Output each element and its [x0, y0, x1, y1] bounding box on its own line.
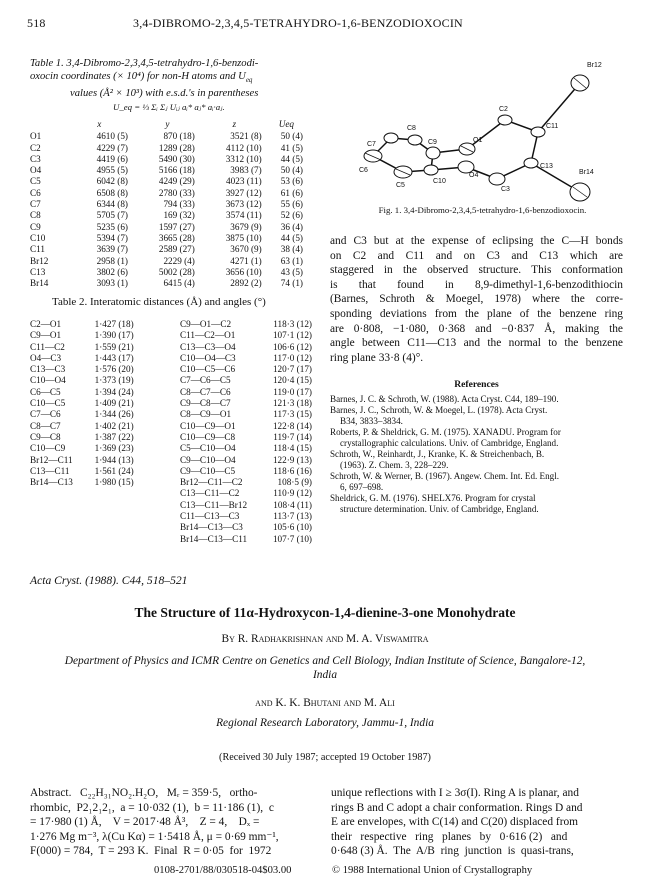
distance-row: [30, 409, 170, 420]
body-text-line: angle between C11—C13 and the normal to the benzene: [330, 337, 623, 350]
table1-cell: 3802 (6): [96, 266, 128, 277]
atom-name: C7: [30, 199, 41, 210]
distance-row: [30, 477, 170, 488]
atom-label-c3: C3: [501, 186, 510, 193]
angle-row: [180, 477, 312, 488]
angle-label: C9—O1—C2: [180, 319, 232, 329]
bond-label: C9—C8: [30, 431, 61, 442]
angle-label: Br14—C13—C11: [180, 533, 248, 544]
table1-cell: 41 (5): [280, 142, 303, 153]
reference-line: Schroth, W., Reinhardt, J., Kranke, K. & Streichenbach, B.: [330, 449, 545, 459]
table1-cell: 3093 (1): [96, 278, 128, 289]
table1-cell: 63 (1): [280, 255, 303, 266]
affiliation-1: Department of Physics and ICMR Centre on Genetics and Cell Biology, Indian Institute of Science, Bangalore-12, India: [64, 655, 586, 681]
atom-name: C11: [30, 244, 45, 255]
table1-cell: 50 (4): [280, 131, 303, 142]
authors-2: and K. K. Bhutani and M. Ali: [255, 697, 395, 709]
angle-row: [180, 398, 312, 409]
table1-row: [30, 165, 305, 176]
table1-cell: 4419 (6): [96, 153, 128, 164]
angle-row: [180, 511, 312, 522]
distance-row: [30, 342, 170, 353]
atom-name: C6: [30, 187, 41, 198]
angle-value: 118·6 (16): [273, 465, 312, 476]
atom-name: O1: [30, 131, 42, 142]
table1-cell: 52 (6): [280, 210, 303, 221]
table1-cell: 3679 (9): [230, 221, 262, 232]
angle-value: 107·1 (12): [272, 330, 312, 341]
table1-row: [30, 278, 305, 289]
distance-row: [30, 421, 170, 432]
angle-row: [180, 534, 312, 545]
table1-cell: 3639 (7): [96, 244, 128, 255]
table1-cell: 794 (33): [163, 199, 195, 210]
table1-cell: 4249 (29): [158, 176, 195, 187]
table1-cell: 3670 (9): [230, 244, 262, 255]
table1-cell: 43 (5): [280, 266, 303, 277]
table1-cell: 3574 (11): [226, 210, 262, 221]
angle-row: [180, 330, 312, 341]
atom-label-c10: C10: [433, 178, 446, 185]
atom-label-c8: C8: [407, 125, 416, 132]
angle-row: [180, 409, 312, 420]
abstract-line: 0·648 (3) Å. The A/B ring junction is quasi-trans,: [331, 845, 574, 858]
distance-row: [30, 432, 170, 443]
angle-value: 108·4 (11): [273, 499, 312, 510]
atom-name: C9: [30, 221, 41, 232]
angle-label: C9—C8—C7: [180, 398, 231, 409]
angle-label: C10—C5—C6: [180, 364, 236, 375]
atom-name: Br14: [30, 278, 49, 289]
angle-value: 120·4 (15): [272, 375, 312, 386]
bond-label: C9—O1: [30, 330, 62, 341]
table1-row: [30, 199, 305, 210]
footer-copyright: © 1988 International Union of Crystallography: [332, 865, 533, 876]
angle-value: 117·0 (12): [273, 352, 312, 363]
table1-cell: 44 (5): [280, 232, 303, 243]
bond-label: Br12—C11: [30, 454, 73, 465]
distance-row: [30, 364, 170, 375]
abstract-line: F(000) = 784, T = 293 K. Final R = 0·05 for 1972: [30, 845, 272, 858]
table1-cell: 53 (6): [280, 176, 303, 187]
atom-label-c7: C7: [367, 141, 376, 148]
table1-cell: 2892 (2): [230, 278, 262, 289]
bond-label: C7—C6: [30, 409, 61, 420]
table1-row: [30, 188, 305, 199]
table2-caption: Table 2. Interatomic distances (Å) and angles (°): [52, 296, 266, 308]
table1-cell: 2229 (4): [163, 255, 195, 266]
distance-row: [30, 398, 170, 409]
atom-name: C13: [30, 266, 46, 277]
right-body-text: [330, 234, 623, 365]
reference-line: Roberts, P. & Sheldrick, G. M. (1975). XANADU. Program for: [330, 427, 561, 437]
reference-line: structure determination. Univ. of Cambridge, England.: [340, 504, 539, 514]
table1-column-header: y: [165, 119, 170, 129]
angle-label: Br12—C11—C2: [180, 477, 243, 488]
abstract-line: unique reflections with I ≥ 3σ(I). Ring A is planar, and: [331, 787, 579, 799]
atom-label-c5: C5: [396, 182, 405, 189]
atom-label-o4: O4: [469, 172, 479, 179]
bond-distance: 1·409 (21): [94, 398, 134, 409]
table1-cell: 4112 (10): [226, 142, 262, 153]
table1-cell: 3312 (10): [225, 153, 262, 164]
reference-item: [330, 427, 623, 449]
atom-label-c11: C11: [546, 123, 559, 130]
angle-row: [180, 319, 312, 330]
abstract-line: = 17·980 (1) Å, V = 2017·48 Å³, Z = 4, Dₓ =: [30, 816, 260, 829]
table1-cell: 870 (18): [163, 131, 195, 142]
table1-row: [30, 256, 305, 267]
bond-distance: 1·576 (20): [94, 364, 134, 375]
angle-value: 119·0 (17): [273, 386, 312, 397]
table1-cell: 61 (6): [280, 187, 303, 198]
angle-value: 107·7 (10): [272, 533, 312, 544]
table1-row: [30, 143, 305, 154]
reference-line: Barnes, J. C. & Schroth, W. (1988). Acta Cryst. C44, 189–190.: [330, 394, 559, 404]
reference-item: [330, 471, 623, 493]
atom-label-c6: C6: [359, 167, 368, 174]
body-text-line: on C2 and C11 and on C3 and C13 which are: [330, 249, 623, 262]
reference-line: Barnes, J. C., Schroth, W. & Moegel, L. (1978). Acta Cryst.: [330, 405, 548, 415]
table1-row: [30, 176, 305, 187]
running-title: 3,4-DIBROMO-2,3,4,5-TETRAHYDRO-1,6-BENZODIOXOCIN: [133, 16, 463, 30]
table1-cell: 3673 (12): [225, 199, 262, 210]
table1-cell: 2958 (1): [96, 255, 128, 266]
angle-label: C13—C3—O4: [180, 341, 236, 352]
abstract-line: rings B and C adopt a chair conformation. Rings D and: [331, 801, 583, 814]
abstract-line: their respective ring planes by 0·616 (2) and: [331, 830, 568, 843]
table1-column-header: x: [97, 119, 102, 129]
angle-value: 108·5 (9): [277, 477, 312, 488]
table1-cell: 5705 (7): [96, 210, 128, 221]
table1-row: [30, 222, 305, 233]
reference-item: [330, 394, 623, 405]
angle-row: [180, 522, 312, 533]
angle-label: C13—C11—Br12: [180, 499, 248, 510]
authors-1: By R. Radhakrishnan and M. A. Viswamitra: [221, 633, 429, 645]
table1-cell: 169 (32): [163, 210, 195, 221]
atom-label-o1: O1: [473, 137, 483, 144]
abstract-right: [331, 786, 624, 859]
references-heading: References: [454, 379, 499, 390]
distance-row: [30, 319, 170, 330]
angle-label: Br14—C13—C3: [180, 522, 243, 533]
angle-row: [180, 432, 312, 443]
angle-label: C7—C6—C5: [180, 375, 231, 386]
table1-cell: 5002 (28): [158, 266, 195, 277]
bond-label: Br14—C13: [30, 477, 73, 488]
table1-cell: 1289 (28): [158, 142, 195, 153]
bond-distance: 1·443 (17): [94, 352, 134, 363]
reference-line: Sheldrick, G. M. (1976). SHELX76. Program for crystal: [330, 493, 536, 503]
table1-cell: 5166 (18): [158, 165, 195, 176]
table1-cell: 4955 (5): [96, 165, 128, 176]
angle-value: 105·6 (10): [272, 522, 312, 533]
distance-row: [30, 387, 170, 398]
table1-row: [30, 244, 305, 255]
table1-cell: 3983 (7): [230, 165, 262, 176]
bond-distance: 1·944 (13): [94, 454, 134, 465]
references-list: [330, 394, 623, 515]
angle-value: 110·9 (12): [273, 488, 312, 499]
angle-value: 120·7 (17): [272, 364, 312, 375]
angle-label: C10—O4—C3: [180, 352, 236, 363]
reference-line: Schroth, W. & Werner, B. (1967). Angew. Chem. Int. Ed. Engl.: [330, 471, 559, 481]
table1-row: [30, 210, 305, 221]
angle-value: 118·3 (12): [273, 319, 312, 329]
bond-distance: 1·390 (17): [94, 330, 134, 341]
body-text-line: staggered in the observed structure. This conformation: [330, 264, 623, 277]
table1-caption: Table 1. 3,4-Dibromo-2,3,4,5-tetrahydro-1,6-benzodi- oxocin coordinates (× 10⁴) for non-H atoms and $U_{eq}$ values (Å² × 10³) with e.s.d.'s in parentheses: [30, 58, 259, 100]
table1-column-header: Ueq: [278, 119, 294, 129]
table1-header-row: [30, 119, 305, 131]
angle-row: [180, 342, 312, 353]
table1-cell: 3665 (28): [158, 232, 195, 243]
footer-code: 0108-2701/88/030518-04$03.00: [154, 865, 292, 876]
angle-row: [180, 387, 312, 398]
atom-name: C5: [30, 176, 41, 187]
angle-label: C13—C11—C2: [180, 488, 240, 499]
table1-cell: 1597 (27): [158, 221, 195, 232]
atom-label-c2: C2: [499, 106, 508, 113]
angle-value: 113·7 (13): [273, 511, 312, 522]
body-text-line: are 0·808, −1·080, 0·368 and −0·837 Å, making the: [330, 322, 623, 335]
angle-value: 106·6 (12): [272, 341, 312, 352]
table1-column-header: [30, 119, 65, 131]
atom-name: C10: [30, 232, 46, 243]
table1-cell: 5235 (6): [96, 221, 128, 232]
body-text-line: sponding deviations from the plane of the benzene ring: [330, 307, 623, 320]
bond-label: C13—C11: [30, 465, 70, 476]
atom-label-br14: Br14: [579, 169, 594, 176]
bond-label: C6—C5: [30, 386, 61, 397]
reference-line: 6, 697–698.: [340, 482, 384, 492]
bond-label: C2—O1: [30, 319, 62, 329]
atom-name: O4: [30, 165, 42, 176]
bond-distance: 1·559 (21): [94, 341, 134, 352]
table1-cell: 5394 (7): [96, 232, 128, 243]
bond-label: C10—C5: [30, 398, 66, 409]
atom-name: C3: [30, 153, 41, 164]
bond-label: C10—C9: [30, 443, 66, 454]
table1-row: [30, 267, 305, 278]
table1-cell: 74 (1): [280, 278, 303, 289]
angle-row: [180, 443, 312, 454]
table1-row: [30, 131, 305, 142]
body-text-line: is that found in 8,9-dimethyl-1,6-benzodithiocin: [330, 278, 623, 291]
angle-label: C8—C7—C6: [180, 386, 231, 397]
table2-angles: [180, 319, 312, 545]
angle-row: [180, 455, 312, 466]
bond-distance: 1·387 (22): [94, 431, 134, 442]
bond-distance: 1·561 (24): [94, 465, 134, 476]
molecule-figure: [333, 50, 623, 210]
reference-item: [330, 449, 623, 471]
angle-row: [180, 500, 312, 511]
table1-cell: 4610 (5): [96, 131, 128, 142]
table1-cell: 38 (4): [280, 244, 303, 255]
angle-label: C11—C13—C3: [180, 511, 240, 522]
abstract-line: rhombic, P2₁2₁2₁, a = 10·032 (1), b = 11·186 (1), c: [30, 801, 274, 814]
angle-row: [180, 421, 312, 432]
table1-cell: 4271 (1): [230, 255, 262, 266]
table1-cell: 44 (5): [280, 153, 303, 164]
bond-label: C10—O4: [30, 375, 66, 386]
body-text-line: (Barnes, Schroth & Moegel, 1978) where the corre-: [330, 293, 623, 306]
abstract-line: 1·276 Mg m⁻³, λ(Cu Kα) = 1·5418 Å, μ = 0·69 mm⁻¹,: [30, 830, 279, 843]
table1-cell: 4023 (11): [226, 176, 262, 187]
table1-cell: 6508 (8): [96, 187, 128, 198]
bond-label: C8—C7: [30, 420, 61, 431]
angle-label: C5—C10—O4: [180, 443, 236, 454]
distance-row: [30, 455, 170, 466]
distance-row: [30, 375, 170, 386]
angle-row: [180, 353, 312, 364]
angle-row: [180, 364, 312, 375]
body-text-line: ring plane 33·8 (4)°.: [330, 351, 424, 364]
angle-label: C11—C2—O1: [180, 330, 236, 341]
table2-distances: [30, 319, 170, 488]
reference-line: B34, 3833–3834.: [340, 416, 403, 426]
bond-distance: 1·980 (15): [94, 477, 134, 488]
table1: [30, 119, 305, 289]
table1-cell: 36 (4): [280, 221, 303, 232]
reference-item: [330, 405, 623, 427]
angle-label: C9—C10—C5: [180, 465, 236, 476]
table1-cell: 55 (6): [280, 199, 303, 210]
page-number: 518: [27, 16, 46, 30]
figure-caption: Fig. 1. 3,4-Dibromo-2,3,4,5-tetrahydro-1,6-benzodioxocin.: [378, 205, 587, 215]
atom-name: C2: [30, 142, 41, 153]
bond-label: C11—C2: [30, 341, 65, 352]
reference-line: (1963). Z. Chem. 3, 228–229.: [340, 460, 449, 470]
angle-value: 122·9 (13): [272, 454, 312, 465]
bond-distance: 1·344 (26): [94, 409, 134, 420]
bond-distance: 1·427 (18): [94, 319, 134, 329]
table1-cell: 3656 (10): [225, 266, 262, 277]
bond-distance: 1·402 (21): [94, 420, 134, 431]
angle-label: C9—C10—O4: [180, 454, 236, 465]
table1-cell: 3927 (12): [225, 187, 262, 198]
angle-value: 118·4 (15): [273, 443, 312, 454]
atom-name: Br12: [30, 255, 49, 266]
body-text-line: and C3 but at the expense of eclipsing the C—H bonds: [330, 235, 623, 247]
abstract-left: [30, 786, 320, 859]
table1-cell: 6042 (8): [96, 176, 128, 187]
received-dates: (Received 30 July 1987; accepted 19 October 1987): [219, 752, 431, 763]
angle-value: 117·3 (15): [273, 409, 312, 420]
bond-distance: 1·394 (24): [94, 386, 134, 397]
distance-row: [30, 330, 170, 341]
table1-cell: 6344 (8): [96, 199, 128, 210]
angle-row: [180, 375, 312, 386]
angle-value: 119·7 (14): [273, 431, 312, 442]
table1-row: [30, 233, 305, 244]
atom-label-c9: C9: [428, 139, 437, 146]
reference-line: crystallographic calculations. Univ. of Cambridge, England.: [340, 438, 559, 448]
table1-cell: 3875 (10): [225, 232, 262, 243]
table1-cell: 2780 (33): [158, 187, 195, 198]
article-citation: Acta Cryst. (1988). C44, 518–521: [30, 574, 188, 587]
angle-label: C10—C9—O1: [180, 420, 236, 431]
angle-label: C8—C9—O1: [180, 409, 232, 420]
bond-label: C13—C3: [30, 364, 66, 375]
angle-value: 121·3 (18): [272, 398, 312, 409]
bond-distance: 1·373 (19): [94, 375, 134, 386]
table1-cell: 50 (4): [280, 165, 303, 176]
reference-item: [330, 493, 623, 515]
abstract-line: E are envelopes, with C(14) and C(20) displaced from: [331, 816, 579, 829]
atom-label-br12: Br12: [587, 62, 602, 69]
table1-cell: 6415 (4): [163, 278, 195, 289]
distance-row: [30, 353, 170, 364]
table1-column-header: z: [232, 119, 237, 129]
affiliation-2: Regional Research Laboratory, Jammu-1, India: [216, 717, 434, 729]
table1-cell: 3521 (8): [230, 131, 262, 142]
angle-row: [180, 466, 312, 477]
abstract-line: Abstract. C₂₂H₃₁NO₂.H₂O, Mᵣ = 359·5, ortho-: [30, 787, 258, 799]
table1-row: [30, 154, 305, 165]
atom-label-c13: C13: [540, 163, 553, 170]
angle-value: 122·8 (14): [272, 420, 312, 431]
distance-row: [30, 466, 170, 477]
table1-formula: U_eq = ⅓ Σᵢ Σⱼ Uᵢⱼ aᵢ* aⱼ* aᵢ·aⱼ.: [113, 102, 225, 112]
article-title: The Structure of 11α-Hydroxycon-1,4-dienine-3-one Monohydrate: [134, 605, 516, 620]
table1-cell: 5490 (30): [158, 153, 195, 164]
bond-distance: 1·369 (23): [94, 443, 134, 454]
atom-name: C8: [30, 210, 41, 221]
angle-row: [180, 488, 312, 499]
table1-cell: 4229 (7): [96, 142, 128, 153]
bond-label: O4—C3: [30, 352, 62, 363]
angle-label: C10—C9—C8: [180, 431, 236, 442]
distance-row: [30, 443, 170, 454]
table1-cell: 2589 (27): [158, 244, 195, 255]
